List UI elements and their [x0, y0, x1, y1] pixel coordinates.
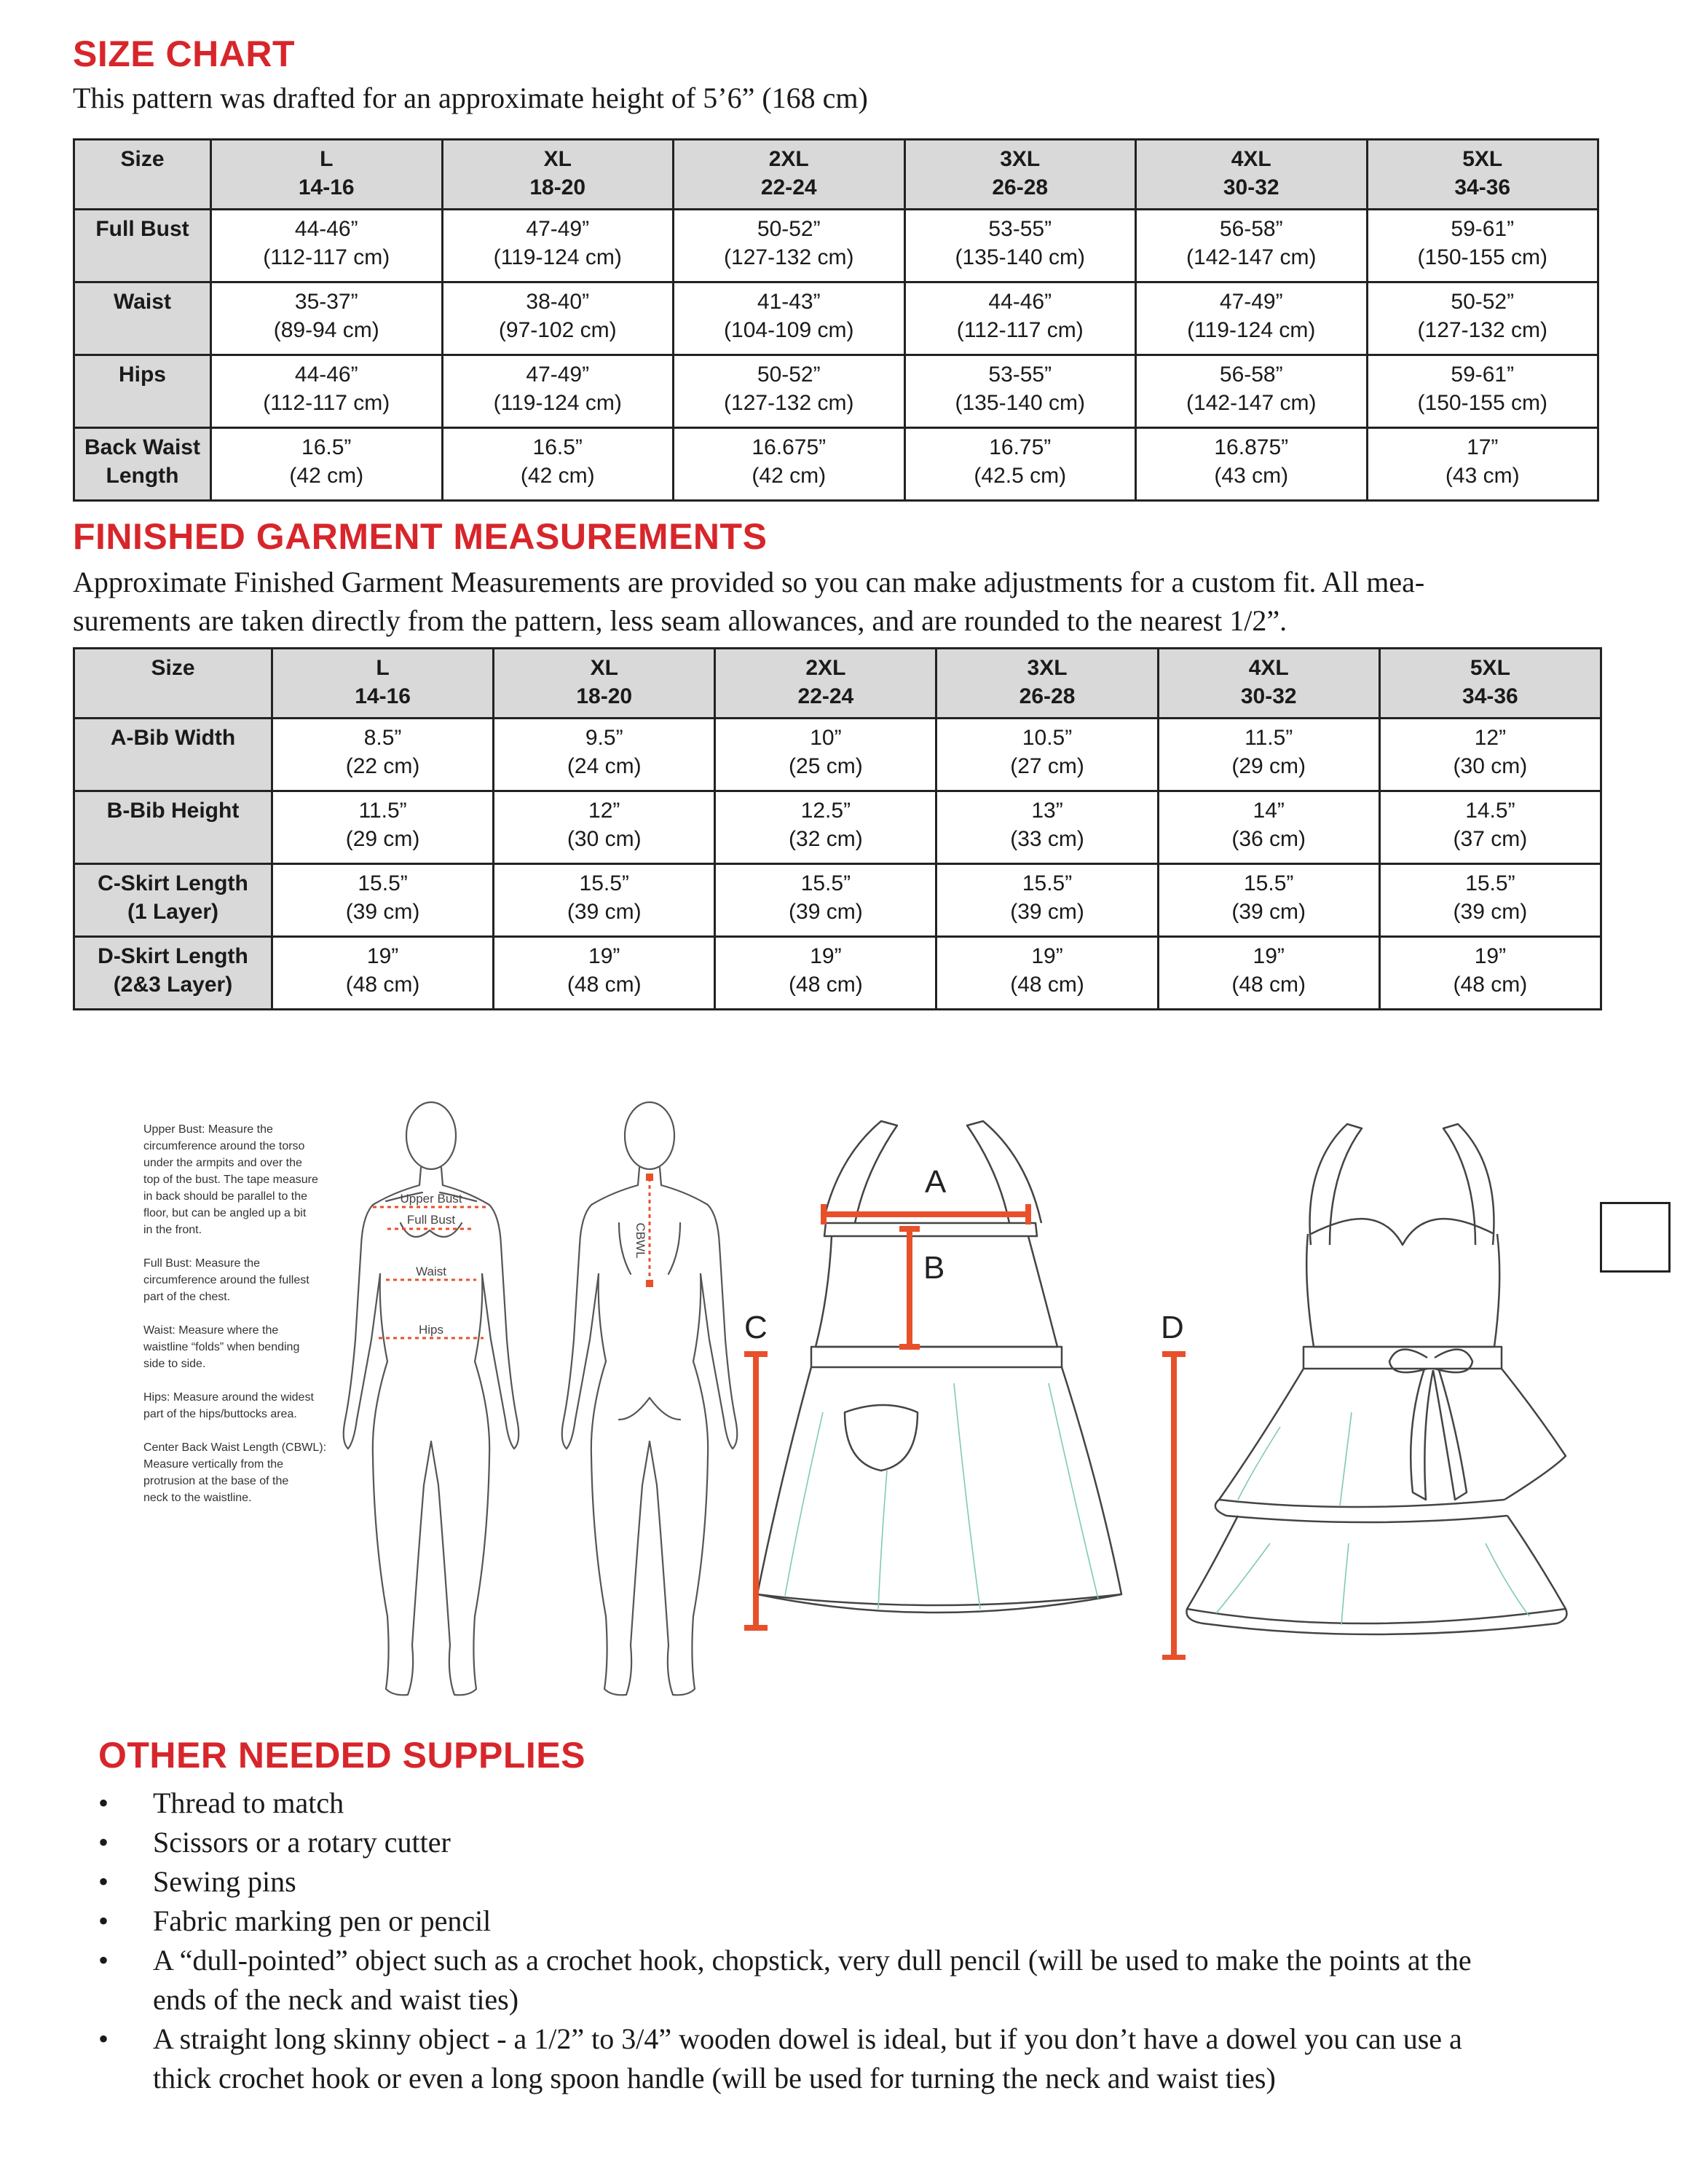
cell-cm: (32 cm) — [789, 827, 863, 851]
cell-inches: 10” — [810, 726, 842, 750]
corner-label: Size — [120, 147, 165, 171]
cell-inches: 12” — [1474, 726, 1507, 750]
cell-cm: (39 cm) — [1231, 900, 1306, 924]
column-header — [272, 649, 494, 719]
supplies-list — [80, 1784, 1646, 2098]
supply-item — [80, 1823, 1646, 1862]
note-line: part of the chest. — [143, 1291, 231, 1303]
cell-cm: (127-132 cm) — [724, 245, 854, 269]
cell-cm: (119-124 cm) — [493, 391, 622, 415]
cell-inches: 53-55” — [988, 217, 1052, 241]
note-hips — [143, 1389, 369, 1423]
column-size-label: 4XL — [1231, 147, 1271, 171]
cell-cm: (48 cm) — [345, 973, 420, 997]
cell-cm: (42.5 cm) — [974, 464, 1067, 488]
note-line: waistline “folds” when bending — [143, 1341, 300, 1353]
column-range-label: 26-28 — [992, 175, 1049, 199]
table-cell — [1136, 210, 1368, 282]
cell-inches: 19” — [366, 944, 399, 968]
note-line: Full Bust: Measure the — [143, 1257, 261, 1270]
cell-inches: 16.5” — [532, 435, 583, 459]
cell-inches: 11.5” — [1245, 726, 1293, 750]
note-line: circumference around the torso — [143, 1140, 305, 1152]
figure-label-upper-bust: Upper Bust — [400, 1192, 462, 1206]
note-line: circumference around the fullest — [143, 1274, 309, 1286]
cell-inches: 56-58” — [1219, 363, 1283, 387]
cell-cm: (30 cm) — [567, 827, 642, 851]
cell-inches: 12.5” — [800, 799, 851, 823]
cell-cm: (48 cm) — [1010, 973, 1084, 997]
column-size-label: 5XL — [1462, 147, 1503, 171]
column-header — [1158, 649, 1379, 719]
supply-item — [80, 2019, 1646, 2098]
table-cell — [1379, 937, 1601, 1010]
cell-inches: 19” — [1474, 944, 1507, 968]
cell-inches: 59-61” — [1451, 363, 1515, 387]
cell-inches: 15.5” — [1244, 871, 1294, 895]
bullet: • — [98, 1826, 109, 1859]
table-row — [74, 937, 1601, 1010]
cell-inches: 19” — [1253, 944, 1285, 968]
cell-inches: 16.675” — [752, 435, 827, 459]
row-label-line: B-Bib Height — [106, 799, 240, 823]
cell-inches: 14” — [1253, 799, 1285, 823]
cell-inches: 38-40” — [526, 290, 590, 314]
table-cell — [1158, 719, 1379, 791]
table-cell — [904, 428, 1136, 501]
note-waist — [143, 1322, 369, 1372]
cell-cm: (43 cm) — [1214, 464, 1289, 488]
row-label-line: (1 Layer) — [127, 900, 219, 924]
supply-item — [80, 1941, 1646, 2019]
table-cell — [936, 937, 1158, 1010]
note-full-bust — [143, 1255, 369, 1305]
finished-description-line: surements are taken directly from the pattern, less seam allowances, and are rounded to the nearest 1/2”. — [73, 604, 1287, 637]
figure-label-hips: Hips — [418, 1323, 444, 1337]
table-cell — [715, 937, 936, 1010]
row-label — [74, 719, 272, 791]
table-cell — [211, 282, 443, 355]
table-cell — [674, 282, 905, 355]
row-label-line: C-Skirt Length — [98, 871, 248, 895]
row-label-line: A-Bib Width — [110, 726, 236, 750]
cell-cm: (104-109 cm) — [724, 318, 854, 342]
cell-inches: 15.5” — [800, 871, 851, 895]
cell-inches: 9.5” — [585, 726, 623, 750]
cell-inches: 50-52” — [757, 363, 821, 387]
column-range-label: 30-32 — [1223, 175, 1279, 199]
cell-cm: (27 cm) — [1010, 754, 1084, 778]
table-cell — [272, 937, 494, 1010]
table-cell — [715, 791, 936, 864]
cell-inches: 15.5” — [1022, 871, 1073, 895]
column-header — [442, 140, 674, 210]
column-size-label: L — [376, 656, 390, 680]
table-cell — [1367, 282, 1598, 355]
cell-inches: 12” — [588, 799, 620, 823]
cell-cm: (43 cm) — [1445, 464, 1520, 488]
cell-inches: 47-49” — [526, 363, 590, 387]
cell-cm: (119-124 cm) — [1187, 318, 1316, 342]
cell-cm: (135-140 cm) — [955, 245, 1085, 269]
cell-inches: 44-46” — [294, 217, 358, 241]
cell-cm: (33 cm) — [1010, 827, 1084, 851]
note-line: in back should be parallel to the — [143, 1190, 308, 1203]
row-label — [74, 864, 272, 937]
note-line: protrusion at the base of the — [143, 1475, 289, 1487]
table-cell — [904, 210, 1136, 282]
apron-tiered-illustration — [1158, 1107, 1595, 1660]
cell-cm: (127-132 cm) — [724, 391, 854, 415]
table-cell — [674, 210, 905, 282]
note-line: Upper Bust: Measure the — [143, 1123, 273, 1136]
table-cell — [1379, 791, 1601, 864]
cell-cm: (48 cm) — [1453, 973, 1528, 997]
table-cell — [494, 937, 715, 1010]
cell-inches: 19” — [588, 944, 620, 968]
cell-inches: 35-37” — [294, 290, 358, 314]
table-cell — [1158, 791, 1379, 864]
supply-item-line: A “dull-pointed” object such as a crochet hook, chopstick, very dull pencil (will be used to make the points at the — [153, 1944, 1472, 1977]
row-label-line: Back Waist — [84, 435, 200, 459]
column-header — [674, 140, 905, 210]
row-label — [74, 428, 211, 501]
table-row — [74, 282, 1598, 355]
cell-cm: (39 cm) — [789, 900, 863, 924]
cell-inches: 44-46” — [294, 363, 358, 387]
cell-cm: (112-117 cm) — [956, 318, 1084, 342]
cell-inches: 11.5” — [358, 799, 407, 823]
cell-inches: 15.5” — [1465, 871, 1515, 895]
note-line: in the front. — [143, 1224, 202, 1236]
note-line: Measure vertically from the — [143, 1458, 284, 1471]
column-size-label: 2XL — [805, 656, 846, 680]
cell-inches: 16.5” — [301, 435, 352, 459]
row-label — [74, 791, 272, 864]
table-cell — [1136, 355, 1368, 428]
cell-cm: (112-117 cm) — [263, 391, 390, 415]
cell-cm: (22 cm) — [345, 754, 420, 778]
row-label-line: D-Skirt Length — [98, 944, 248, 968]
column-size-label: 3XL — [1000, 147, 1041, 171]
cell-cm: (142-147 cm) — [1186, 245, 1317, 269]
note-line: under the armpits and over the — [143, 1157, 302, 1169]
size-chart-title: SIZE CHART — [73, 33, 295, 74]
table-cell — [272, 719, 494, 791]
table-row — [74, 210, 1598, 282]
column-header — [1379, 649, 1601, 719]
cell-cm: (29 cm) — [1231, 754, 1306, 778]
table-cell — [1136, 282, 1368, 355]
finished-description — [73, 563, 1660, 640]
cell-cm: (37 cm) — [1453, 827, 1528, 851]
size-chart-header-row — [74, 140, 1598, 210]
table-corner-size — [74, 140, 211, 210]
figure-label-waist: Waist — [416, 1265, 446, 1278]
cell-cm: (150-155 cm) — [1417, 245, 1547, 269]
supply-item-line: Scissors or a rotary cutter — [153, 1826, 451, 1859]
column-header — [494, 649, 715, 719]
size-chart-table — [73, 138, 1599, 502]
cell-cm: (42 cm) — [289, 464, 364, 488]
cell-cm: (48 cm) — [789, 973, 863, 997]
table-cell — [1158, 937, 1379, 1010]
cell-inches: 16.875” — [1214, 435, 1289, 459]
table-cell — [674, 355, 905, 428]
supply-item-line: A straight long skinny object - a 1/2” to 3/4” wooden dowel is ideal, but if you don’t have a dowel you can use a — [153, 2022, 1462, 2055]
column-size-label: XL — [590, 656, 618, 680]
table-cell — [936, 864, 1158, 937]
cell-cm: (142-147 cm) — [1186, 391, 1317, 415]
note-line: Center Back Waist Length (CBWL): — [143, 1441, 327, 1454]
cell-cm: (48 cm) — [1231, 973, 1306, 997]
supply-item — [80, 1784, 1646, 1823]
cell-inches: 17” — [1467, 435, 1499, 459]
column-size-label: 2XL — [768, 147, 809, 171]
table-row — [74, 864, 1601, 937]
cell-cm: (29 cm) — [345, 827, 420, 851]
corner-label: Size — [151, 656, 195, 680]
table-cell — [1367, 210, 1598, 282]
table-cell — [442, 428, 674, 501]
cell-cm: (39 cm) — [1453, 900, 1528, 924]
checkbox[interactable] — [1600, 1202, 1671, 1273]
apron-label-a: A — [925, 1164, 947, 1200]
column-size-label: 4XL — [1248, 656, 1289, 680]
column-range-label: 22-24 — [760, 175, 817, 199]
cell-cm: (24 cm) — [567, 754, 642, 778]
row-label-line: Waist — [114, 290, 171, 314]
table-row — [74, 719, 1601, 791]
column-range-label: 18-20 — [576, 684, 633, 708]
column-size-label: 3XL — [1027, 656, 1068, 680]
table-corner-size — [74, 649, 272, 719]
note-line: part of the hips/buttocks area. — [143, 1408, 297, 1420]
column-size-label: 5XL — [1470, 656, 1510, 680]
row-label — [74, 355, 211, 428]
table-cell — [211, 210, 443, 282]
bullet: • — [98, 1865, 109, 1898]
cell-cm: (39 cm) — [345, 900, 420, 924]
bullet: • — [98, 2022, 109, 2055]
table-row — [74, 791, 1601, 864]
cell-cm: (39 cm) — [567, 900, 642, 924]
column-size-label: L — [320, 147, 334, 171]
column-range-label: 14-16 — [355, 684, 411, 708]
cell-inches: 44-46” — [988, 290, 1052, 314]
cell-inches: 14.5” — [1465, 799, 1515, 823]
body-figures-illustration — [342, 1077, 750, 1747]
cell-inches: 10.5” — [1022, 726, 1073, 750]
cell-inches: 47-49” — [526, 217, 590, 241]
table-cell — [936, 719, 1158, 791]
cell-inches: 8.5” — [363, 726, 402, 750]
column-header — [904, 140, 1136, 210]
table-cell — [272, 864, 494, 937]
note-line: Hips: Measure around the widest — [143, 1391, 314, 1404]
apron-one-layer-illustration — [735, 1107, 1187, 1660]
note-line: neck to the waistline. — [143, 1492, 252, 1504]
cell-inches: 47-49” — [1219, 290, 1283, 314]
table-cell — [1158, 864, 1379, 937]
table-cell — [715, 864, 936, 937]
cell-inches: 50-52” — [757, 217, 821, 241]
cell-inches: 15.5” — [579, 871, 629, 895]
table-cell — [904, 355, 1136, 428]
supply-item — [80, 1902, 1646, 1941]
column-header — [211, 140, 443, 210]
cell-inches: 53-55” — [988, 363, 1052, 387]
bullet: • — [98, 1787, 109, 1819]
finished-title: FINISHED GARMENT MEASUREMENTS — [73, 516, 768, 557]
cell-cm: (119-124 cm) — [493, 245, 622, 269]
table-cell — [272, 791, 494, 864]
cell-inches: 56-58” — [1219, 217, 1283, 241]
table-cell — [211, 428, 443, 501]
column-range-label: 34-36 — [1454, 175, 1511, 199]
column-range-label: 18-20 — [529, 175, 586, 199]
row-label — [74, 210, 211, 282]
cell-cm: (36 cm) — [1231, 827, 1306, 851]
note-line: floor, but can be angled up a bit — [143, 1207, 307, 1219]
table-cell — [1136, 428, 1368, 501]
table-cell — [1379, 719, 1601, 791]
cell-cm: (39 cm) — [1010, 900, 1084, 924]
note-cbwl — [143, 1439, 369, 1506]
row-label-line: Length — [106, 464, 179, 488]
column-range-label: 30-32 — [1240, 684, 1297, 708]
row-label-line: Full Bust — [95, 217, 189, 241]
apron-label-c: C — [744, 1310, 768, 1345]
table-cell — [674, 428, 905, 501]
row-label-line: Hips — [118, 363, 166, 387]
cell-inches: 50-52” — [1451, 290, 1515, 314]
supply-item-line: Thread to match — [153, 1787, 344, 1819]
cell-cm: (112-117 cm) — [263, 245, 390, 269]
finished-description-line: Approximate Finished Garment Measurements are provided so you can make adjustments for a custom fit. All mea- — [73, 566, 1425, 598]
table-cell — [715, 719, 936, 791]
table-cell — [442, 282, 674, 355]
cell-inches: 41-43” — [757, 290, 821, 314]
table-cell — [494, 719, 715, 791]
supplies-title: OTHER NEEDED SUPPLIES — [98, 1735, 585, 1776]
row-label — [74, 937, 272, 1010]
cell-cm: (97-102 cm) — [498, 318, 617, 342]
table-cell — [442, 210, 674, 282]
measurement-notes — [143, 1121, 369, 1523]
note-upper-bust — [143, 1121, 369, 1238]
supply-item-line: thick crochet hook or even a long spoon handle (will be used for turning the neck and waist ties) — [153, 2062, 1276, 2094]
cell-inches: 19” — [1031, 944, 1063, 968]
cell-cm: (150-155 cm) — [1417, 391, 1547, 415]
note-line: Waist: Measure where the — [143, 1324, 279, 1337]
figure-label-cbwl: CBWL — [634, 1222, 647, 1259]
column-header — [1367, 140, 1598, 210]
bullet: • — [98, 1904, 109, 1937]
table-cell — [1367, 428, 1598, 501]
figure-label-full-bust: Full Bust — [406, 1213, 456, 1227]
column-header — [936, 649, 1158, 719]
table-row — [74, 355, 1598, 428]
column-header — [1136, 140, 1368, 210]
cell-cm: (135-140 cm) — [955, 391, 1085, 415]
row-label-line: (2&3 Layer) — [113, 973, 233, 997]
size-chart-subtitle: This pattern was drafted for an approximate height of 5’6” (168 cm) — [73, 82, 868, 114]
column-range-label: 26-28 — [1019, 684, 1076, 708]
cell-cm: (89-94 cm) — [273, 318, 379, 342]
finished-table — [73, 647, 1602, 1010]
table-cell — [442, 355, 674, 428]
column-size-label: XL — [543, 147, 572, 171]
column-header — [715, 649, 936, 719]
table-cell — [494, 791, 715, 864]
column-range-label: 34-36 — [1462, 684, 1518, 708]
note-line: top of the bust. The tape measure — [143, 1174, 318, 1186]
supply-item — [80, 1862, 1646, 1902]
cell-cm: (127-132 cm) — [1417, 318, 1547, 342]
column-range-label: 22-24 — [797, 684, 854, 708]
apron-label-b: B — [923, 1250, 945, 1286]
cell-cm: (42 cm) — [520, 464, 595, 488]
cell-cm: (48 cm) — [567, 973, 642, 997]
cell-cm: (42 cm) — [752, 464, 827, 488]
supply-item-line: Fabric marking pen or pencil — [153, 1904, 492, 1937]
cell-cm: (30 cm) — [1453, 754, 1528, 778]
cell-inches: 16.75” — [989, 435, 1052, 459]
column-range-label: 14-16 — [298, 175, 355, 199]
note-line: side to side. — [143, 1358, 206, 1370]
table-cell — [936, 791, 1158, 864]
supply-item-line: Sewing pins — [153, 1865, 296, 1898]
back-figure — [562, 1102, 738, 1695]
cell-inches: 19” — [810, 944, 842, 968]
table-row — [74, 428, 1598, 501]
table-cell — [904, 282, 1136, 355]
supply-item-line: ends of the neck and waist ties) — [153, 1983, 519, 2016]
table-cell — [1367, 355, 1598, 428]
row-label — [74, 282, 211, 355]
cell-inches: 59-61” — [1451, 217, 1515, 241]
apron-label-d: D — [1161, 1310, 1184, 1345]
table-cell — [1379, 864, 1601, 937]
cell-inches: 15.5” — [358, 871, 408, 895]
bullet: • — [98, 1944, 109, 1977]
table-cell — [494, 864, 715, 937]
finished-header-row — [74, 649, 1601, 719]
cell-inches: 13” — [1031, 799, 1063, 823]
cell-cm: (25 cm) — [789, 754, 863, 778]
table-cell — [211, 355, 443, 428]
